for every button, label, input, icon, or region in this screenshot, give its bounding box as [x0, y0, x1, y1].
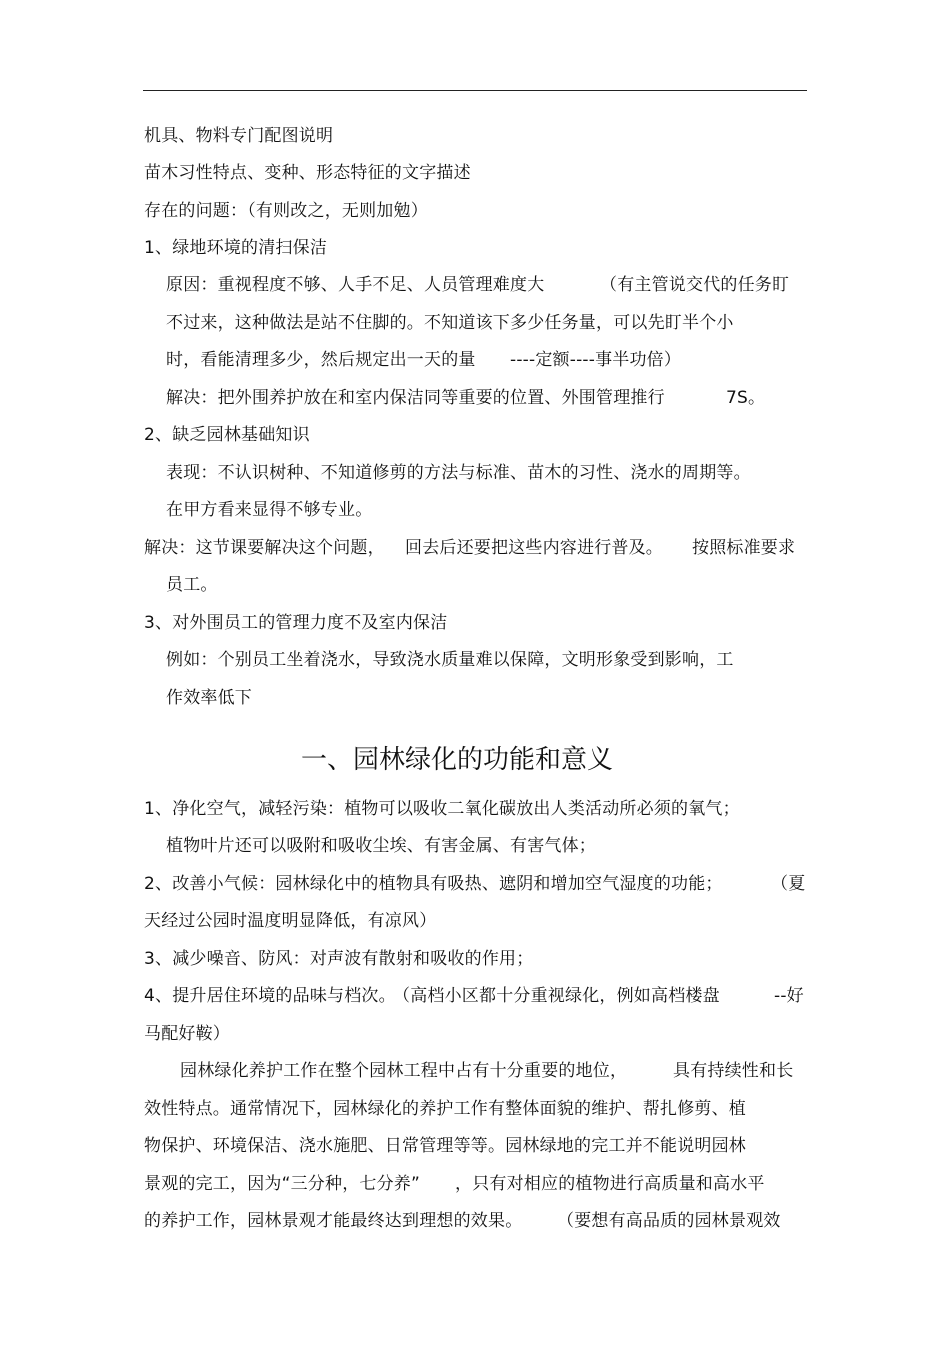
text-line: 效性特点。通常情况下，园林绿化的养护工作有整体面貌的维护、帮扎修剪、植 [144, 1099, 746, 1119]
text-line: （夏 [771, 874, 806, 894]
text-line: 1、绿地环境的清扫保洁 [144, 238, 328, 258]
text-line: 天经过公园时温度明显降低，有凉风） [144, 911, 437, 931]
text-line: 作效率低下 [166, 688, 252, 708]
text-line: ，只有对相应的植物进行高质量和高水平 [455, 1174, 765, 1194]
text-line: 表现：不认识树种、不知道修剪的方法与标准、苗木的习性、浇水的周期等。 [166, 463, 751, 483]
text-line: 解决：把外围养护放在和室内保洁同等重要的位置、外围管理推行 [166, 388, 665, 408]
text-line: --好 [774, 986, 804, 1006]
text-line: 时，看能清理多少，然后规定出一天的量 [166, 350, 476, 370]
text-line: （高档小区都十分重视绿化，例如高档楼盘 [393, 986, 720, 1006]
text-line: 3、对外围员工的管理力度不及室内保洁 [144, 613, 448, 633]
text-line: 回去后还要把这些内容进行普及。 [405, 538, 663, 558]
text-line: 具有持续性和长 [673, 1061, 794, 1081]
text-line: 马配好鞍） [144, 1024, 230, 1044]
text-line: 植物叶片还可以吸附和吸收尘埃、有害金属、有害气体； [166, 836, 596, 856]
text-line: （有主管说交代的任务盯 [600, 275, 790, 295]
text-line: 员工。 [166, 575, 218, 595]
text-line: 物保护、环境保洁、浇水施肥、日常管理等等。园林绿地的完工并不能说明园林 [144, 1136, 746, 1156]
text-line: 机具、物料专门配图说明 [144, 126, 334, 146]
text-line: 原因：重视程度不够、人手不足、人员管理难度大 [166, 275, 545, 295]
text-line: （要想有高品质的园林景观效 [557, 1211, 781, 1231]
text-line: 例如：个别员工坐着浇水，导致浇水质量难以保障，文明形象受到影响，工 [166, 650, 734, 670]
text-line: 苗木习性特点、变种、形态特征的文字描述 [144, 163, 471, 183]
text-line: 在甲方看来显得不够专业。 [166, 500, 373, 520]
text-line: 4、提升居住环境的品味与档次。 [144, 986, 396, 1006]
text-line: 3、减少噪音、防风：对声波有散射和吸收的作用； [144, 949, 534, 969]
text-line: 景观的完工，因为“三分种，七分养” [144, 1174, 421, 1194]
section-title: 一、园林绿化的功能和意义 [301, 745, 614, 775]
text-line: 存在的问题：（有则改之，无则加勉） [144, 201, 428, 221]
text-line: 不过来，这种做法是站不住脚的。不知道该下多少任务量，可以先盯半个小 [166, 313, 734, 333]
text-line: 2、改善小气候：园林绿化中的植物具有吸热、遮阴和增加空气湿度的功能； [144, 874, 723, 894]
text-line: 按照标准要求 [692, 538, 796, 558]
text-line: 7S。 [726, 388, 766, 408]
text-line: 的养护工作，园林景观才能最终达到理想的效果。 [144, 1211, 523, 1231]
text-line: 2、缺乏园林基础知识 [144, 425, 310, 445]
header-rule [143, 90, 807, 91]
text-line: 1、净化空气，减轻污染：植物可以吸收二氧化碳放出人类活动所必须的氧气； [144, 799, 740, 819]
text-line: ----定额----事半功倍） [510, 350, 682, 370]
text-line: 园林绿化养护工作在整个园林工程中占有十分重要的地位， [180, 1061, 628, 1081]
text-line: 解决：这节课要解决这个问题， [144, 538, 385, 558]
